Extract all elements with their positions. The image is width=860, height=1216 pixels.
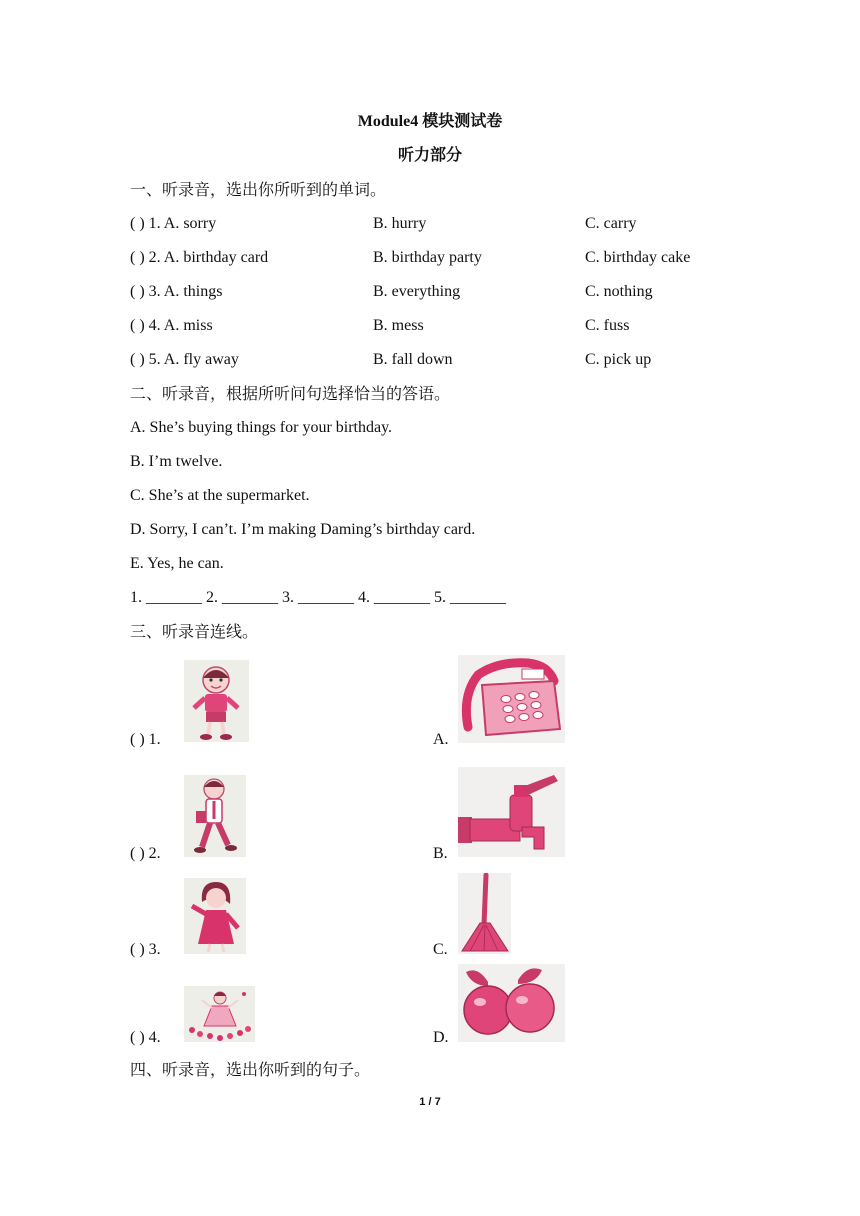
dancing-girl-icon (184, 986, 255, 1042)
match-right-b: B. (433, 845, 448, 862)
section4-heading: 四、听录音，选出你听到的句子。 (130, 1060, 371, 1079)
match-left-1: ( ) 1. (130, 731, 161, 748)
answer-option-d: D. Sorry, I can’t. I’m making Daming’s birthday card. (130, 521, 476, 538)
match-right-d: D. (433, 1029, 449, 1046)
boy-icon (184, 660, 249, 742)
answer-blanks: 1. _______ 2. _______ 3. _______ 4. _______ 5. _______ (130, 589, 506, 606)
match-right-c: C. (433, 941, 448, 958)
item2-option-c: C. birthday cake (585, 249, 691, 266)
item5-option-c: C. pick up (585, 351, 652, 368)
apples-icon (458, 964, 565, 1042)
water-tap-icon (458, 767, 565, 857)
match-left-3: ( ) 3. (130, 941, 161, 958)
walking-boy-icon (184, 775, 246, 857)
item4-option-b: B. mess (373, 317, 424, 334)
girl-icon (184, 878, 246, 954)
page-title: Module4 模块测试卷 (357, 113, 503, 130)
item1-option-c: C. carry (585, 215, 637, 232)
section3-heading: 三、听录音连线。 (130, 622, 259, 641)
page-subtitle: 听力部分 (397, 147, 462, 164)
item5-option-a: ( ) 5. A. fly away (130, 351, 239, 368)
item2-option-b: B. birthday party (373, 249, 482, 266)
broom-icon (458, 873, 511, 954)
item4-option-c: C. fuss (585, 317, 630, 334)
answer-option-a: A. She’s buying things for your birthday. (130, 419, 393, 436)
section1-heading: 一、听录音，选出你所听到的单词。 (130, 180, 387, 199)
item2-option-a: ( ) 2. A. birthday card (130, 249, 269, 266)
answer-option-c: C. She’s at the supermarket. (130, 487, 310, 504)
item1-option-a: ( ) 1. A. sorry (130, 215, 217, 232)
match-left-2: ( ) 2. (130, 845, 161, 862)
answer-option-b: B. I’m twelve. (130, 453, 223, 470)
item3-option-b: B. everything (373, 283, 461, 300)
item3-option-c: C. nothing (585, 283, 653, 300)
item3-option-a: ( ) 3. A. things (130, 283, 223, 300)
item4-option-a: ( ) 4. A. miss (130, 317, 213, 334)
match-right-a: A. (433, 731, 449, 748)
match-left-4: ( ) 4. (130, 1029, 161, 1046)
page-number: 1 / 7 (419, 1096, 441, 1108)
section2-heading: 二、听录音，根据所听问句选择恰当的答语。 (130, 384, 451, 403)
answer-option-e: E. Yes, he can. (130, 555, 224, 572)
item5-option-b: B. fall down (373, 351, 453, 368)
telephone-icon (458, 655, 565, 743)
item1-option-b: B. hurry (373, 215, 427, 232)
